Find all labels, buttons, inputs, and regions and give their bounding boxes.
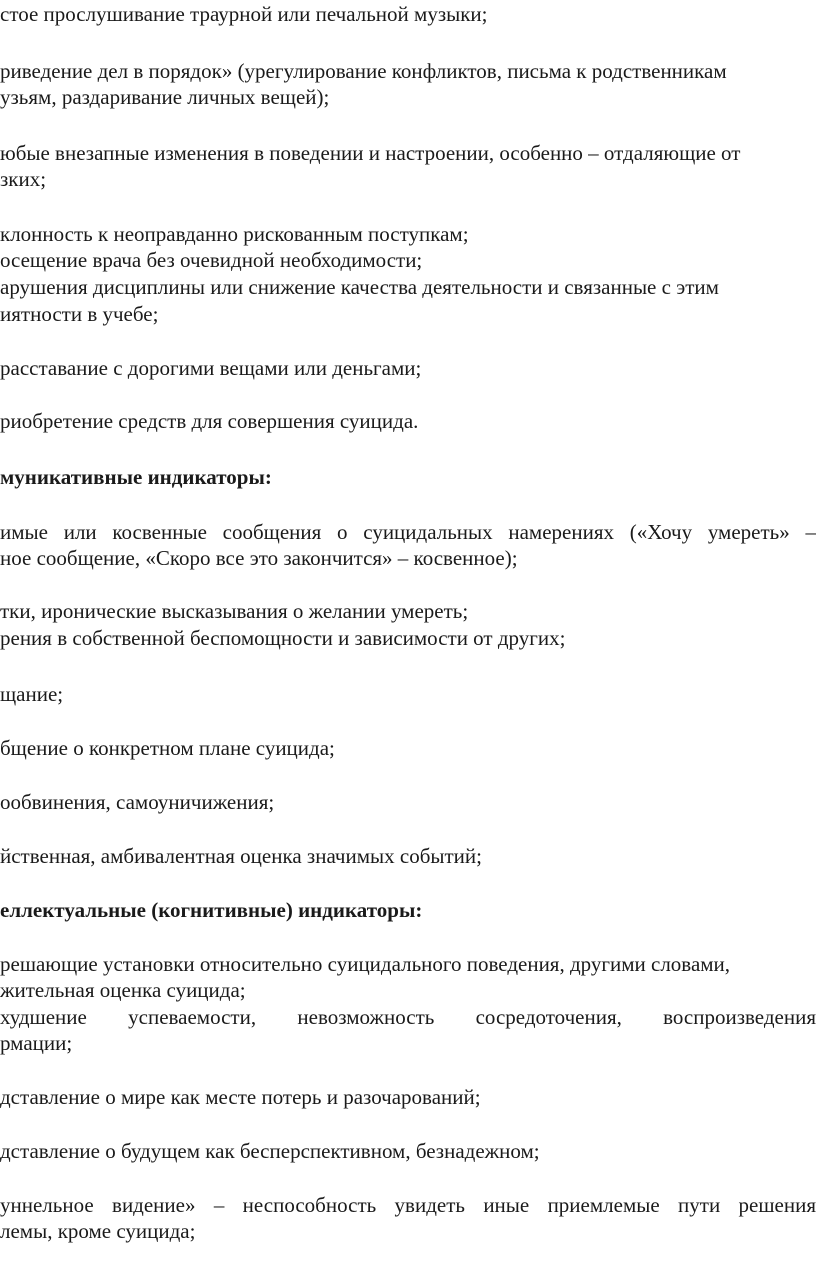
- text-line: жительная оценка суицида;: [0, 978, 246, 1002]
- text-line: бщение о конкретном плане суицида;: [0, 736, 335, 760]
- text-line: стое прослушивание траурной или печальной музыки;: [0, 2, 488, 26]
- section-heading: муникативные индикаторы:: [0, 465, 272, 489]
- text-line: имые или косвенные сообщения о суицидальных намерениях («Хочу умереть» –: [0, 520, 816, 544]
- text-line: ообвинения, самоуничижения;: [0, 790, 275, 814]
- text-line: юбые внезапные изменения в поведении и настроении, особенно – отдаляющие от: [0, 141, 741, 165]
- text-line: уннельное видение» – неспособность увидеть иные приемлемые пути решения: [0, 1193, 816, 1217]
- text-line: арушения дисциплины или снижение качества деятельности и связанные с этим: [0, 275, 719, 299]
- text-line: ное сообщение, «Скоро все это закончится» – косвенное);: [0, 546, 518, 570]
- text-line: клонность к неоправданно рискованным поступкам;: [0, 222, 469, 246]
- text-line: дставление о мире как месте потерь и разочарований;: [0, 1085, 481, 1109]
- text-line: рмации;: [0, 1031, 73, 1055]
- text-line: тки, иронические высказывания о желании умереть;: [0, 599, 469, 623]
- text-line: иятности в учебе;: [0, 302, 159, 326]
- text-line: худшение успеваемости, невозможность сосредоточения, воспроизведения: [0, 1005, 816, 1029]
- text-line: риобретение средств для совершения суицида.: [0, 409, 419, 433]
- text-line: риведение дел в порядок» (урегулирование конфликтов, письма к родственникам: [0, 59, 727, 83]
- text-line: зких;: [0, 167, 47, 191]
- section-heading: еллектуальные (когнитивные) индикаторы:: [0, 898, 423, 922]
- text-line: узьям, раздаривание личных вещей);: [0, 85, 330, 109]
- text-line: щание;: [0, 682, 64, 706]
- text-line: йственная, амбивалентная оценка значимых событий;: [0, 844, 482, 868]
- text-line: рения в собственной беспомощности и зависимости от других;: [0, 626, 566, 650]
- text-line: расставание с дорогими вещами или деньгами;: [0, 356, 422, 380]
- text-line: осещение врача без очевидной необходимости;: [0, 248, 423, 272]
- text-line: дставление о будущем как бесперспективном, безнадежном;: [0, 1139, 540, 1163]
- text-line: решающие установки относительно суицидального поведения, другими словами,: [0, 952, 731, 976]
- text-line: лемы, кроме суицида;: [0, 1219, 196, 1243]
